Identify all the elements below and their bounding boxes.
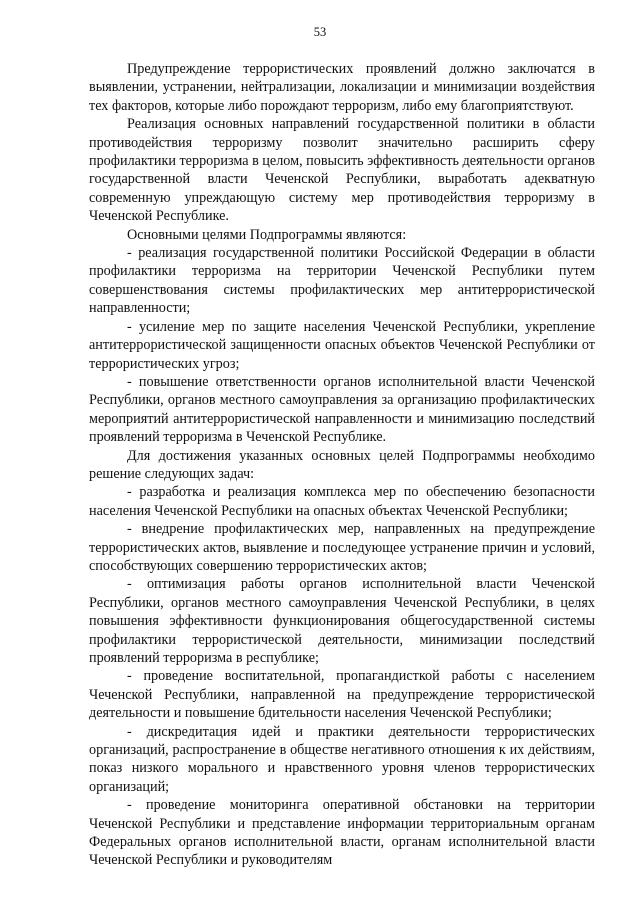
paragraph: Основными целями Подпрограммы являются:	[127, 226, 407, 243]
list-item: - оптимизация работы органов исполнительной власти Чеченской Республики, органов местного самоуправления Чеченской Республики, в целях повышения эффективности функционирования общегосударственной системы профилактики террористической деятельности, минимизации последствий проявлений терроризма в республике;	[89, 576, 595, 666]
paragraph: Для достижения указанных основных целей Подпрограммы необходимо решение следующих задач:	[89, 447, 595, 482]
page-number: 53	[313, 25, 327, 39]
list-item: - разработка и реализация комплекса мер по обеспечению безопасности населения Чеченской Республики на опасных объектах Чеченской Республики;	[89, 484, 595, 519]
list-item: - реализация государственной политики Российской Федерации в области профилактики терроризма на территории Чеченской Республики путем совершенствования системы профилактических мер антитеррористической направленности;	[89, 245, 595, 317]
list-item: - усиление мер по защите населения Чеченской Республики, укрепление антитеррористической защищенности опасных объектов Чеченской Республики от террористических угроз;	[89, 318, 595, 372]
paragraph: Реализация основных направлений государственной политики в области противодействия терроризму позволит значительно расширить сферу профилактики терроризма в целом, повысить эффективность деятельности органов государственной власти Чеченской Республики, выработать адекватную современную упреждающую систему мер противодействия терроризму в Чеченской Республике.	[89, 116, 596, 225]
paragraph: Предупреждение террористических проявлений должно заключатся в выявлении, устранении, нейтрализации, локализации и минимизации воздействия тех факторов, которые либо порождают терроризм, либо ему благоприятствуют.	[89, 61, 595, 114]
list-item: - дискредитация идей и практики деятельности террористических организаций, распространение в обществе негативного отношения к их действиям, показ низкого морального и нравственного уровня членов террористических организаций;	[89, 723, 595, 795]
document-body	[89, 60, 595, 870]
list-item: - проведение мониторинга оперативной обстановки на территории Чеченской Республики и представление информации территориальным органам Федеральных органов исполнительной власти, органам исполнительной власти Чеченской Республики и руководителям	[89, 797, 595, 869]
list-item: - внедрение профилактических мер, направленных на предупреждение террористических актов, выявление и последующее устранение причин и условий, способствующих совершению террористических актов;	[89, 521, 595, 574]
list-item: - проведение воспитательной, пропагандисткой работы с населением Чеченской Республики, направленной на предупреждение террористической деятельности и повышение бдительности населения Чеченской Республики;	[89, 668, 595, 722]
list-item: - повышение ответственности органов исполнительной власти Чеченской Республики, органов местного самоуправления за организацию профилактических мероприятий антитеррористической направленности и минимизацию последствий проявлений терроризма в Чеченской Республике.	[89, 373, 595, 446]
